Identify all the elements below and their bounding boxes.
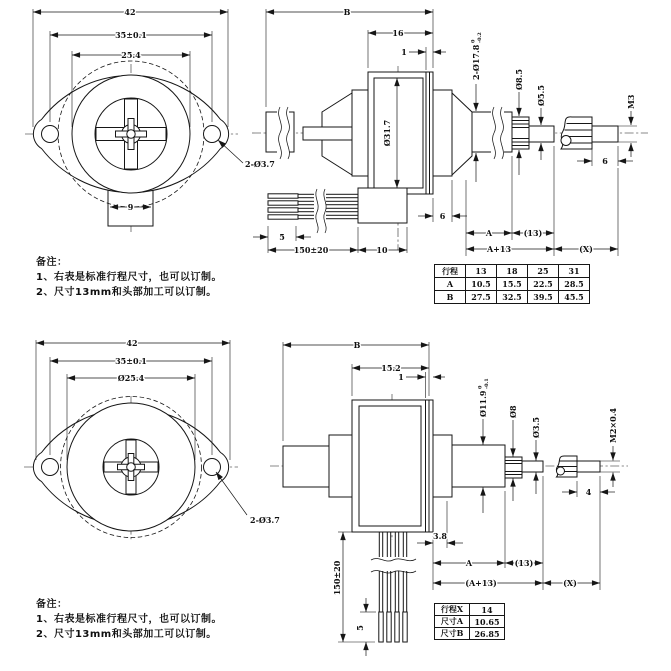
dim-X: (X) (563, 578, 577, 588)
dim-plate: 1 (401, 47, 407, 57)
lead-wires (268, 189, 360, 233)
dim-A: A (485, 228, 493, 238)
dim-hole-pitch: 35±0.1 (115, 356, 147, 366)
dim-body-length: 15.2 (381, 363, 401, 373)
table-cell: 尺寸A (435, 616, 470, 628)
threaded-tip (592, 126, 618, 142)
table-cell: 18 (497, 265, 528, 278)
dim-shaft-dia: Ø3.5 (531, 417, 541, 438)
motor1-front-view (25, 7, 275, 232)
table-cell: 10.5 (466, 278, 497, 291)
notes-block-2 (36, 597, 296, 642)
output-shaft (522, 461, 543, 472)
svg-text:0: 0 (470, 39, 477, 43)
dim-total-length: B (343, 7, 351, 17)
table-cell: 14 (470, 604, 505, 616)
note-line: 2、尺寸13mm和头部加工可以订制。 (36, 287, 217, 298)
table-cell: B (435, 291, 466, 304)
stroke-table-2 (434, 603, 505, 640)
table-row (435, 616, 505, 628)
svg-text:0: 0 (477, 385, 484, 389)
mount-hole-left (42, 126, 59, 143)
table-row (435, 291, 590, 304)
mount-hole-right (204, 126, 221, 143)
motor1-side-view (252, 7, 648, 256)
table-cell: 行程X (435, 604, 470, 616)
dim-X: (X) (579, 244, 593, 254)
shaft-stub (303, 127, 352, 140)
rear-shaft (283, 446, 329, 487)
table-row (435, 604, 505, 616)
lead-wires (371, 532, 416, 642)
dim-thread-length: 6 (602, 156, 608, 166)
table-cell: 25 (528, 265, 559, 278)
table-cell: 10.65 (470, 616, 505, 628)
dim-plate: 1 (398, 372, 404, 382)
notes-block-1 (36, 255, 296, 300)
dim-flange-length: 6 (439, 211, 446, 221)
threaded-bushing (512, 117, 529, 149)
table-cell: 32.5 (497, 291, 528, 304)
table-cell: 27.5 (466, 291, 497, 304)
label-mount-holes: 2-Ø3.7 (250, 515, 280, 525)
dim-thread-length: 4 (585, 487, 592, 497)
stroke-table-1 (434, 264, 590, 304)
table-cell: 26.85 (470, 628, 505, 640)
dim-pilot: Ø25.4 (117, 373, 145, 383)
dim-A13: (A+13) (465, 578, 497, 588)
dim-hub-dia: Ø11.9 (478, 390, 488, 417)
label-mount-holes: 2-Ø3.7 (245, 159, 275, 169)
dim-13: (13) (523, 228, 543, 238)
dim-pilot: 25.4 (121, 50, 141, 60)
dim-bushing-dia: Ø8.5 (514, 69, 524, 90)
notes-title: 备注： (36, 257, 68, 268)
dim-lead-length: 150±20 (293, 245, 329, 255)
dim-body-length: 16 (392, 28, 404, 38)
table-row (435, 628, 505, 640)
table-row (435, 278, 590, 291)
table-cell: A (435, 278, 466, 291)
dim-hub-dia: 2-Ø17.8 (471, 44, 481, 80)
table-cell: 31 (559, 265, 590, 278)
dim-bushing-dia: Ø8 (508, 405, 518, 418)
dim-boss: 3.8 (433, 531, 447, 541)
dim-13: (13) (514, 558, 534, 568)
rear-boss (329, 435, 352, 497)
dim-overall-width: 42 (124, 7, 136, 17)
table-cell: 15.5 (497, 278, 528, 291)
rear-flange (433, 90, 452, 176)
connector-block (358, 188, 407, 223)
front-boss (433, 435, 452, 497)
svg-text:-0.2: -0.2 (477, 32, 483, 43)
front-flange (352, 90, 368, 176)
dim-lead-strip: 5 (355, 625, 365, 631)
svg-text:-0.1: -0.1 (484, 378, 490, 389)
table-cell: 28.5 (559, 278, 590, 291)
dim-shaft-dia: Ø5.5 (536, 85, 546, 106)
threaded-tip (577, 461, 600, 472)
dim-tab-width: 9 (127, 202, 134, 212)
note-line: 1、右表是标准行程尺寸，也可以订制。 (36, 614, 222, 625)
notes-title: 备注： (36, 599, 68, 610)
mount-hole-right (204, 459, 221, 476)
table-cell: 45.5 (559, 291, 590, 304)
output-shaft (529, 126, 554, 142)
dim-overall-width: 42 (126, 338, 138, 348)
front-hub (452, 445, 505, 487)
note-line: 1、右表是标准行程尺寸，也可以订制。 (36, 272, 222, 283)
table-cell: 行程 (435, 265, 466, 278)
dim-thread: M3 (626, 94, 636, 109)
dim-lead-length: 150±20 (332, 560, 342, 596)
note-line: 2、尺寸13mm和头部加工可以订制。 (36, 629, 217, 640)
dim-lead-strip: 5 (279, 232, 285, 242)
rear-cone (452, 93, 472, 175)
dim-thread: M2×0.4 (608, 407, 618, 443)
dim-body-dia: Ø31.7 (382, 119, 392, 147)
dim-total-length: B (353, 340, 361, 350)
table-row (435, 265, 590, 278)
dim-hole-pitch: 35±0.1 (115, 30, 147, 40)
table-cell: 22.5 (528, 278, 559, 291)
dim-A13: A+13 (486, 244, 512, 254)
table-cell: 尺寸B (435, 628, 470, 640)
motor2-front-view (24, 338, 280, 540)
mount-hole-left (42, 459, 59, 476)
table-cell: 13 (466, 265, 497, 278)
dim-connector-width: 10 (376, 245, 388, 255)
table-cell: 39.5 (528, 291, 559, 304)
dim-A: A (465, 558, 473, 568)
